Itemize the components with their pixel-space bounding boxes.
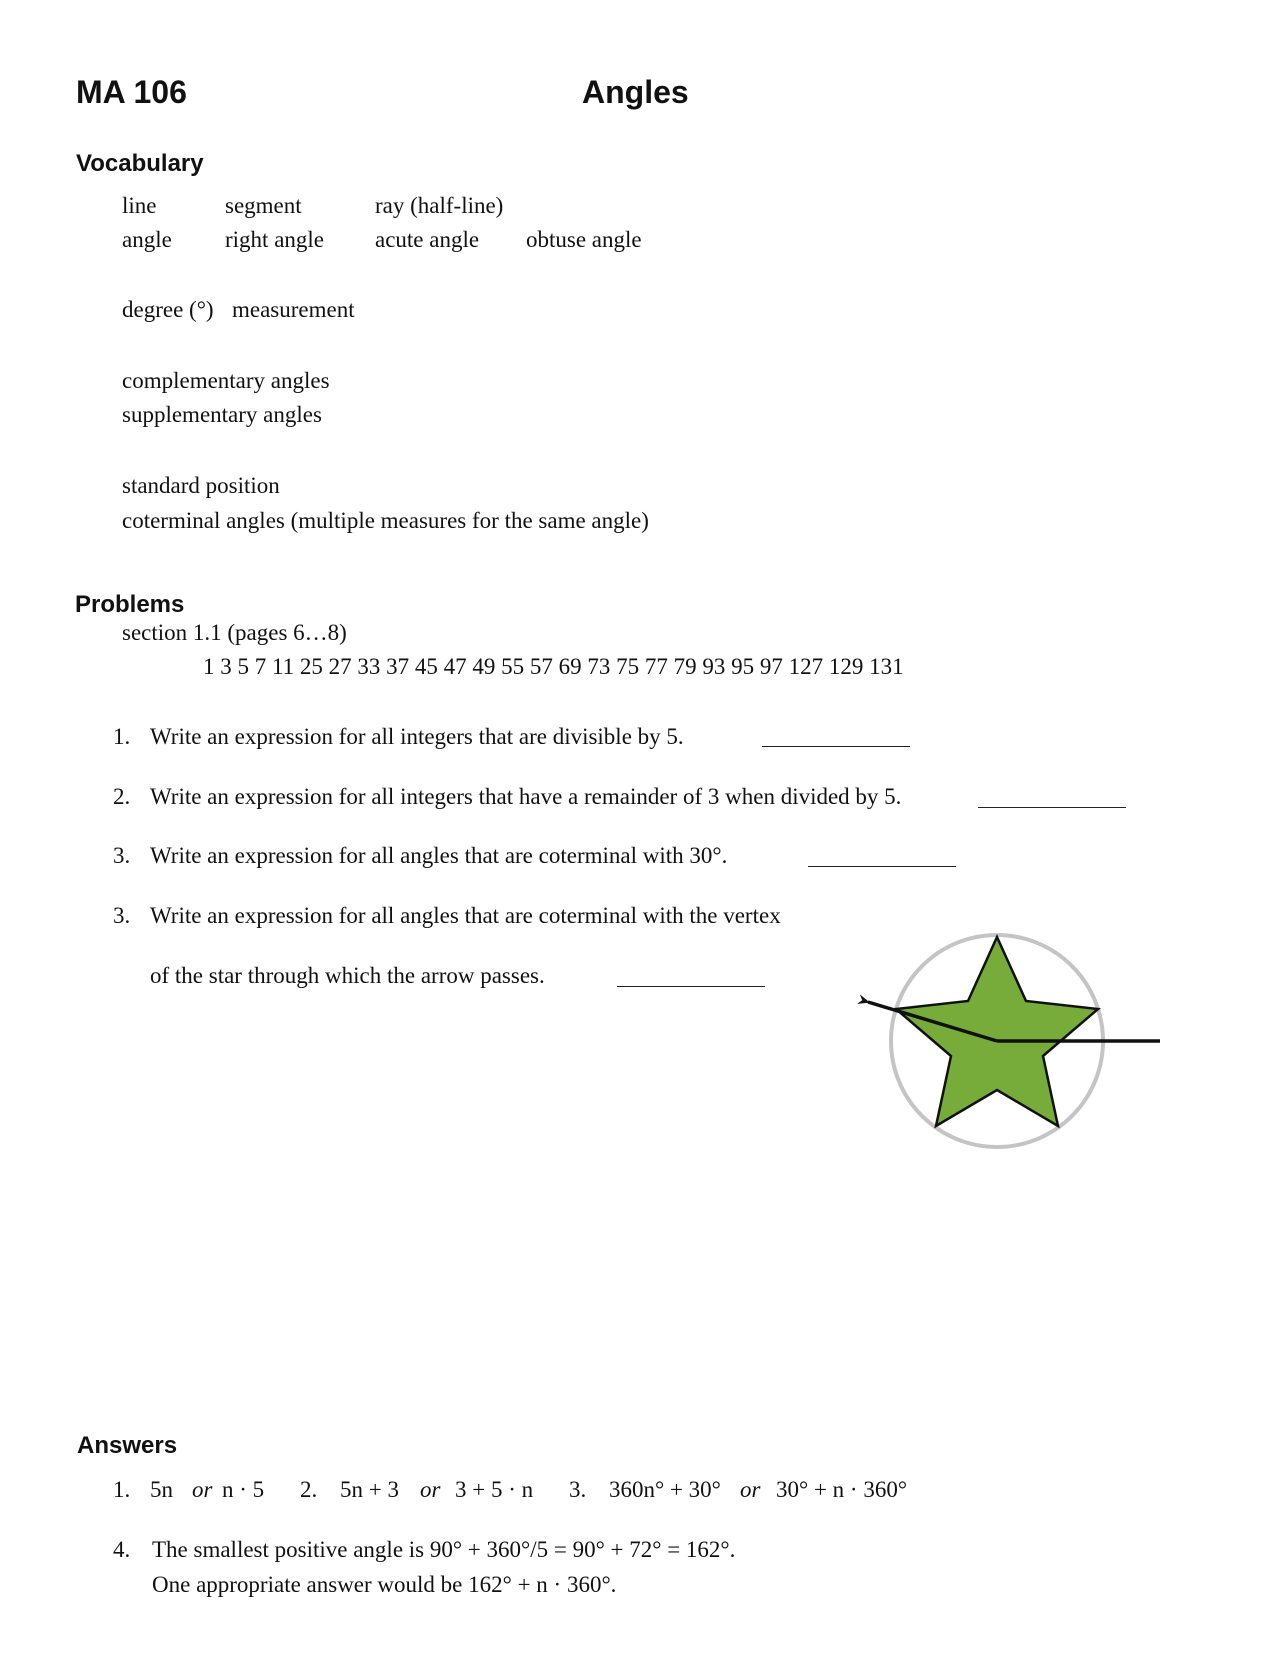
- or-text: or: [420, 1477, 441, 1502]
- answer-4-line2: One appropriate answer would be 162° + n · 360°.: [152, 1572, 617, 1597]
- vocab-measurement: measurement: [232, 297, 355, 322]
- vocab-segment: segment: [225, 193, 302, 218]
- vocab-acute-angle: acute angle: [375, 227, 480, 252]
- vocab-standard-position: standard position: [122, 473, 280, 498]
- answer-or: [192, 1477, 212, 1503]
- problem-number: 3.: [113, 903, 131, 928]
- problem-text: Write an expression for all integers that are divisible by 5.: [150, 724, 684, 749]
- vocab-degree: degree (°): [122, 297, 214, 322]
- vocab-right-angle: right angle: [225, 227, 324, 252]
- course-code: MA 106: [76, 74, 187, 110]
- answer-blank: [808, 848, 956, 872]
- vocab-angle: angle: [122, 227, 172, 252]
- section-reference: section 1.1 (pages 6…8): [122, 620, 347, 645]
- answer-blank: [978, 789, 1126, 813]
- answer-number: 4.: [113, 1537, 131, 1562]
- or-text: or: [192, 1477, 213, 1502]
- answer-1b: n · 5: [222, 1477, 265, 1502]
- vocab-line: line: [122, 193, 157, 218]
- answer-or: [420, 1477, 440, 1503]
- answer-number: 2.: [300, 1477, 318, 1502]
- answer-or: [740, 1477, 760, 1503]
- answer-blank: [617, 968, 765, 992]
- problem-number: 2.: [113, 784, 131, 809]
- answer-2b: 3 + 5 · n: [455, 1477, 534, 1502]
- vocab-ray: ray (half-line): [375, 193, 504, 218]
- page-title: Angles: [582, 74, 689, 110]
- answer-number: 1.: [113, 1477, 131, 1502]
- problem-text: Write an expression for all angles that are coterminal with 30°.: [150, 843, 728, 868]
- problem-text-continued: of the star through which the arrow passes.: [150, 963, 545, 988]
- star-diagram: [850, 925, 1170, 1155]
- vocab-supplementary: supplementary angles: [122, 402, 322, 427]
- answers-heading: Answers: [77, 1432, 178, 1459]
- problem-number: 3.: [113, 843, 131, 868]
- problem-number: 1.: [113, 724, 131, 749]
- problem-text: Write an expression for all integers that have a remainder of 3 when divided by 5.: [150, 784, 902, 809]
- vocabulary-heading: Vocabulary: [76, 150, 204, 177]
- answer-2a: 5n + 3: [340, 1477, 399, 1502]
- or-text: or: [740, 1477, 761, 1502]
- exercise-list: 1 3 5 7 11 25 27 33 37 45 47 49 55 57 69 73 75 77 79 93 95 97 127 129 131: [203, 654, 904, 679]
- vocab-coterminal: coterminal angles (multiple measures for the same angle): [122, 508, 649, 533]
- vocab-obtuse-angle: obtuse angle: [526, 227, 642, 252]
- problems-heading: Problems: [75, 591, 185, 618]
- answer-blank: [762, 728, 910, 752]
- answer-1a: 5n: [150, 1477, 173, 1502]
- answer-number: 3.: [569, 1477, 587, 1502]
- green-star: [896, 937, 1098, 1126]
- answer-3b: 30° + n · 360°: [776, 1477, 908, 1502]
- answer-4-line1: The smallest positive angle is 90° + 360°/5 = 90° + 72° = 162°.: [152, 1537, 736, 1562]
- vocab-complementary: complementary angles: [122, 368, 330, 393]
- problem-text: Write an expression for all angles that are coterminal with the vertex: [150, 903, 781, 928]
- answer-3a: 360n° + 30°: [609, 1477, 721, 1502]
